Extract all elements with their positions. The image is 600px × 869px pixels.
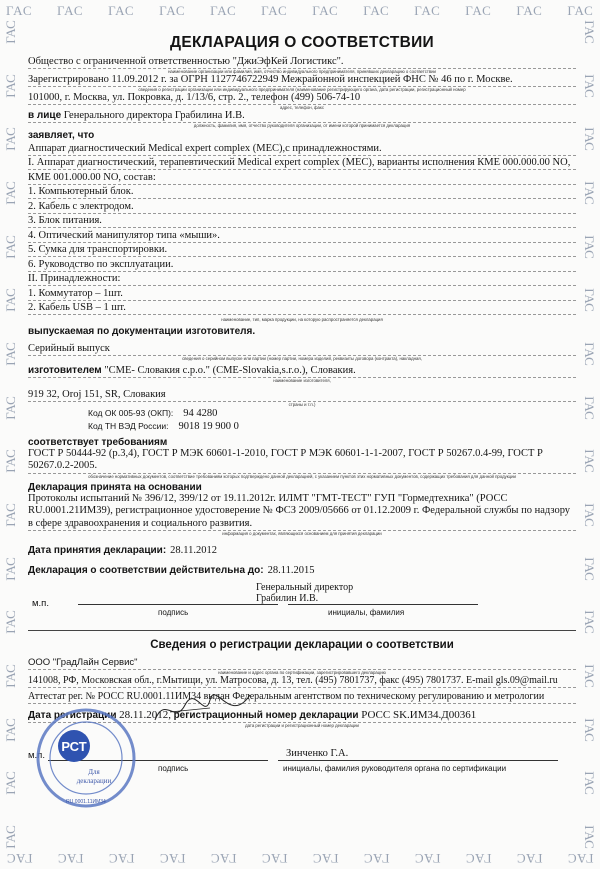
signer-position-line2: Грабилин И.В. bbox=[256, 593, 319, 604]
manufacturer-label: изготовителем bbox=[28, 364, 102, 376]
okp-label: Код ОК 005-93 (ОКП): bbox=[88, 407, 174, 418]
basis-text: Протоколы испытаний № 396/12, 399/12 от 19.11.2012г. ИЛМТ "ГМТ-ТЕСТ" ГУП "Гормедтехника" (РОСС RU.0001.21ИМ39), регистрационное удостоверение № ФСЗ 2009/05666 от 01.12.2009 г. Федеральной службы по надзору в сфере здравоохранения и социального развития. bbox=[28, 493, 576, 532]
product-line: КМЕ 001.000.00 NO, состав: bbox=[28, 172, 576, 185]
reg-number: РОСС SK.ИМ34.Д00361 bbox=[361, 709, 477, 721]
released-label: выпускаемая по документации изготовителя. bbox=[28, 325, 256, 337]
tn-value: 9018 19 900 0 bbox=[178, 420, 239, 432]
stamp-text-top: Для bbox=[88, 768, 100, 776]
person-prefix: в лице bbox=[28, 110, 62, 121]
product-line: 3. Блок питания. bbox=[28, 215, 576, 228]
product-codes bbox=[88, 407, 576, 433]
applicant-address: 101000, г. Москва, ул. Покровка, д. 1/13/6, стр. 2., телефон (499) 506-74-10 bbox=[28, 92, 576, 105]
product-line: 5. Сумка для транспортировки. bbox=[28, 244, 576, 257]
reg-date: 28.11.2012, bbox=[119, 709, 171, 721]
cert-name-caption: инициалы, фамилия руководителя органа по сертификации bbox=[283, 764, 507, 773]
tn-code-row bbox=[88, 420, 576, 433]
reg-caption: дата регистрации и регистрационный номер декларации bbox=[245, 723, 359, 728]
cert-mp-label: м.п. bbox=[28, 750, 45, 761]
cert-sign-caption: подпись bbox=[158, 764, 189, 773]
applicant-registration: Зарегистрировано 11.09.2012 г. за ОГРН 1127746722949 Межрайонной инспекцией ФНС № 46 по г. Москве. bbox=[28, 74, 576, 87]
registration-section-title: Сведения о регистрации декларации о соответствии bbox=[150, 639, 454, 651]
section-divider bbox=[28, 630, 576, 631]
initials-caption: инициалы, фамилия bbox=[328, 608, 405, 617]
accepted-date-row bbox=[28, 540, 576, 558]
requirements-caption: обозначение нормативных документов, соответствие требованиям которых подтверждено данной декларацией, с указанием пунктов этих нормативных документов, содержащих требования для данной продукции bbox=[88, 473, 516, 479]
okp-code-row bbox=[88, 407, 576, 420]
serial-release: Серийный выпуск bbox=[28, 343, 576, 356]
declaration-document bbox=[28, 28, 576, 776]
sign-caption: подпись bbox=[158, 608, 189, 617]
valid-label: Декларация о соответствии действительна до: bbox=[28, 565, 264, 576]
okp-value: 94 4280 bbox=[183, 407, 218, 419]
product-line: I. Аппарат диагностический, терапевтический Medical expert complex (МЕС), варианты исполнения КМЕ 000.000.00 NO, bbox=[28, 157, 576, 170]
declares-label: заявляет, что bbox=[28, 130, 95, 141]
signer-position-line1: Генеральный директор bbox=[256, 582, 354, 593]
address-caption: адрес, телефон, факс bbox=[280, 105, 324, 110]
reg-date-label: Дата регистрации bbox=[28, 710, 117, 721]
accepted-date: 28.11.2012 bbox=[170, 545, 218, 556]
product-line: 1. Компьютерный блок. bbox=[28, 186, 576, 199]
cert-signer-name: Зинченко Г.А. bbox=[286, 748, 349, 759]
applicant-person bbox=[28, 110, 576, 123]
manufacturer-caption: наименование изготовителя, bbox=[273, 377, 331, 383]
product-caption: наименование, тип, марка продукции, на которую распространяется декларация bbox=[221, 316, 383, 322]
mp-label: м.п. bbox=[32, 598, 49, 609]
signature-scribble bbox=[150, 690, 260, 730]
signature-line bbox=[78, 604, 278, 605]
basis-caption: информация о документах, являющихся основанием для принятия декларации bbox=[222, 531, 382, 536]
product-line: 2. Кабель с электродом. bbox=[28, 201, 576, 214]
person-value: Генерального директора Грабилина И.В. bbox=[63, 110, 245, 121]
watermark-border-bottom: ГАС ГАС ГАС ГАС ГАС ГАС ГАС ГАС ГАС ГАС ГАС ГАС bbox=[6, 851, 594, 866]
watermark-border-top: ГАС ГАС ГАС ГАС ГАС ГАС ГАС ГАС ГАС ГАС ГАС ГАС bbox=[6, 3, 594, 18]
watermark-border-left: ГАС ГАС ГАС ГАС ГАС ГАС ГАС ГАС ГАС ГАС ГАС ГАС ГАС ГАС ГАС ГАС bbox=[3, 20, 19, 849]
name-line bbox=[288, 604, 478, 605]
product-line: 4. Оптический манипулятор типа «мыши». bbox=[28, 230, 576, 243]
product-list bbox=[28, 143, 576, 316]
registration-caption: сведения о регистрации организации или индивидуального предпринимателя (наименование регистрирующего органа, дата регистрации, регистрационный номер bbox=[138, 87, 466, 92]
cert-body-caption: наименование и адрес органа по сертификации, зарегистрировавшего декларацию bbox=[218, 670, 386, 675]
certification-stamp bbox=[0, 700, 140, 820]
applicant-name-caption: наименование организации или фамилия, имя, отчество индивидуального предпринимателя, принявших декларацию о соответствии bbox=[168, 69, 436, 74]
product-line: 1. Коммутатор – 1шт. bbox=[28, 288, 576, 301]
valid-date-row bbox=[28, 560, 576, 578]
manufacturer-address: 919 32, Oroj 151, SR, Словакия bbox=[28, 389, 576, 402]
svg-text:РСТ: РСТ bbox=[61, 739, 87, 754]
product-line: II. Принадлежности: bbox=[28, 273, 576, 286]
signer-position bbox=[256, 582, 353, 604]
declarant-signature-block bbox=[28, 582, 576, 622]
cert-name-line bbox=[278, 760, 558, 761]
reg-number-label: регистрационный номер декларации bbox=[173, 710, 359, 721]
person-caption: должность, фамилия, имя, отчество руководителя организации, от имени которой принимается декларация bbox=[193, 123, 411, 128]
product-line: 2. Кабель USB – 1 шт. bbox=[28, 302, 576, 315]
product-line: Аппарат диагностический Medical expert complex (МЕС),с принадлежностями. bbox=[28, 143, 576, 156]
serial-caption: сведения о серийном выпуске или партии (номер партии, номера изделий, реквизиты договора (контракта), накладная, bbox=[182, 355, 422, 361]
page-title: ДЕКЛАРАЦИЯ О СООТВЕТСТВИИ bbox=[170, 34, 434, 51]
requirements-label: соответствует требованиям bbox=[28, 436, 168, 448]
manufacturer-value: "CME- Словакия с.р.о." (CME-Slovakia,s.r.o.), Словакия. bbox=[104, 364, 356, 376]
cert-body-name: ООО "ГрадЛайн Сервис" bbox=[28, 657, 576, 670]
product-line: 6. Руководство по эксплуатации. bbox=[28, 259, 576, 272]
cert-accreditation: Аттестат рег. № РОСС RU.0001.11ИМ34 выдан Федеральным агентством по техническому регулированию и метрологии bbox=[28, 691, 576, 704]
cert-body-address: 141008, РФ, Московская обл., г.Мытищи, ул. Матросова, д. 13, тел. (495) 7801737, факс (495) 7801737. E-mail gls.09@mail.ru bbox=[28, 675, 576, 688]
stamp-text-bottom: декларации bbox=[76, 777, 112, 785]
manufacturer-line bbox=[28, 365, 576, 378]
stamp-ring-text: RU.0001.11ИМ34 bbox=[66, 799, 106, 805]
tn-label: Код ТН ВЭД России: bbox=[88, 420, 169, 431]
basis-label: Декларация принята на основании bbox=[28, 481, 202, 493]
accepted-label: Дата принятия декларации: bbox=[28, 545, 167, 556]
watermark-border-right: ГАС ГАС ГАС ГАС ГАС ГАС ГАС ГАС ГАС ГАС ГАС ГАС ГАС ГАС ГАС ГАС bbox=[582, 20, 598, 849]
applicant-name: Общество с ограниченной ответственностью "ДжиЭфКей Логистикс". bbox=[28, 56, 576, 69]
manufacturer-address-caption: страны и т.п.) bbox=[288, 401, 316, 407]
requirements-text: ГОСТ Р 50444-92 (р.3,4), ГОСТ Р МЭК 60601-1-2010, ГОСТ Р МЭК 60601-1-1-2007, ГОСТ Р 50267.0.4-99, ГОСТ Р 50267.0.2-2005. bbox=[28, 448, 576, 474]
valid-date: 28.11.2015 bbox=[267, 565, 315, 576]
